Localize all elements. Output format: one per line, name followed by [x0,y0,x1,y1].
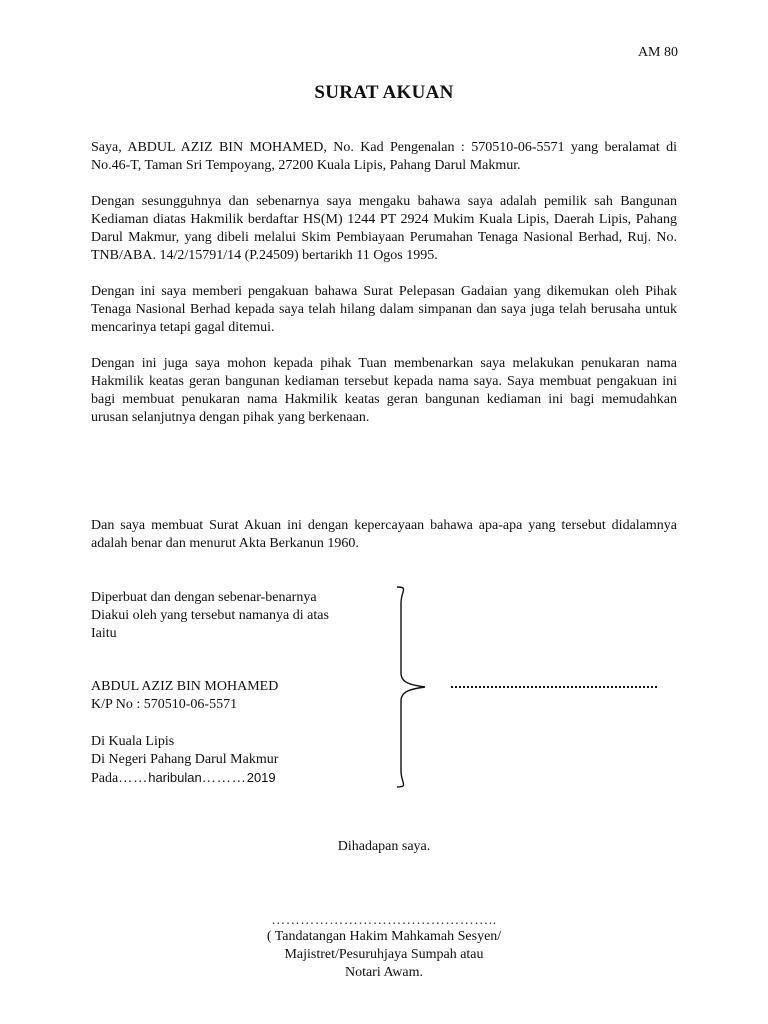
document-title: SURAT AKUAN [314,82,454,103]
declaration-place-1: Di Kuala Lipis [91,734,175,749]
witness-before: Dihadapan saya. [337,839,431,854]
witness-title-1: ( Tandatangan Hakim Mahkamah Sesyen/ [266,929,502,944]
paragraph-statutory: Dan saya membuat Surat Akuan ini dengan kepercayaan bahawa apa-apa yang tersebut didalamnya adalah benar dan menurut Akta Berkanun 1960. [91,518,677,551]
witness-title-2: Majistret/Pesuruhjaya Sumpah atau [284,947,484,962]
date-year: 2019 [246,770,276,785]
declaration-place-2: Di Negeri Pahang Darul Makmur [91,752,279,767]
declarant-signature-line [451,686,657,688]
paragraph-lost-document: Dengan ini saya memberi pengakuan bahawa Surat Pelepasan Gadaian yang dikemukan oleh Pihak Tenaga Nasional Berhad kepada saya telah hilang dalam simpanan dan saya juga telah berusaha untuk mencarinya tetapi gagal ditemui. [91,284,677,335]
date-pada: Pada [91,771,119,786]
paragraph-request: Dengan ini juga saya mohon kepada pihak Tuan membenarkan saya melakukan penukaran nama Hakmilik keatas geran bangunan kediaman tersebut kepada nama saya. Saya membuat pengakuan ini bagi membuat penukaran nama Hakmilik keatas geran bangunan kediaman ini bagi memudahkan urusan selanjutnya dengan pihak yang berkenaan. [91,356,677,425]
witness-signature-line: ……………………………………….. [271,913,497,928]
right-brace-icon [395,585,431,789]
declaration-line-1: Diperbuat dan dengan sebenar-benarnya [91,590,317,605]
paragraph-ownership: Dengan sesungguhnya dan sebenarnya saya mengaku bahawa saya adalah pemilik sah Bangunan Kediaman diatas Hakmilik berdaftar HS(M) 1244 PT 2924 Mukim Kuala Lipis, Daerah Lipis, Pahang Darul Makmur, yang dibeli melalui Skim Pembiayaan Perumahan Tenaga Nasional Berhad, Ruj. No. TNB/ABA. 14/2/15791/14 (P.24509) bertarikh 11 Ogos 1995. [91,194,677,263]
date-haribulan: haribulan [148,770,202,785]
form-code: AM 80 [637,45,678,60]
declaration-line-3: Iaitu [91,626,117,641]
witness-title-3: Notari Awam. [344,965,424,980]
declarant-ic: K/P No : 570510-06-5571 [91,697,238,712]
declaration-date [91,769,276,788]
declarant-name: ABDUL AZIZ BIN MOHAMED [91,679,279,694]
declaration-line-2: Diakui oleh yang tersebut namanya di atas [91,608,329,623]
paragraph-identity: Saya, ABDUL AZIZ BIN MOHAMED, No. Kad Pengenalan : 570510-06-5571 yang beralamat di No.46-T, Taman Sri Tempoyang, 27200 Kuala Lipis, Pahang Darul Makmur. [91,140,677,173]
date-month-blank: ……… [201,771,247,786]
date-day-blank: …… [118,771,149,786]
